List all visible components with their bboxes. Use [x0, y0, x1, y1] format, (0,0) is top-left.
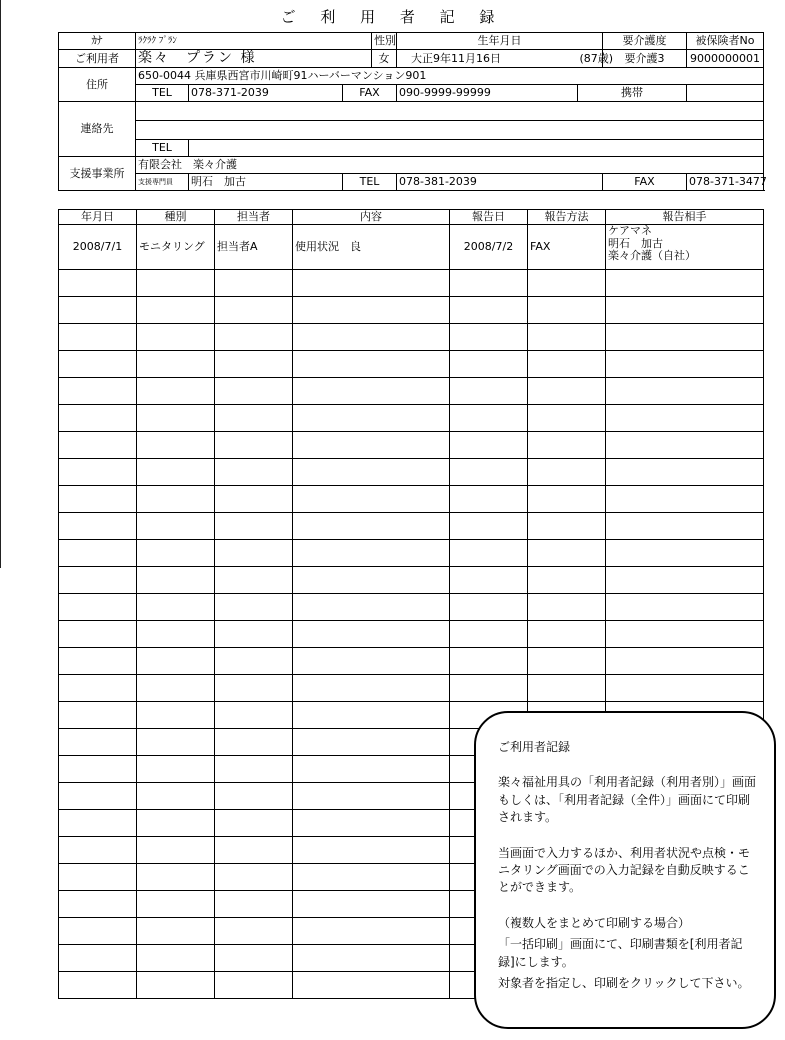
empty-cell: [137, 351, 215, 378]
user-label: ご利用者: [59, 50, 136, 68]
empty-cell: [59, 891, 137, 918]
empty-cell: [293, 459, 450, 486]
col-report-date: 報告日: [450, 210, 528, 225]
user-info-table: [58, 32, 767, 191]
table-row: [59, 540, 764, 567]
empty-cell: [293, 351, 450, 378]
empty-cell: [59, 810, 137, 837]
table-row: [59, 486, 764, 513]
contact-label: 連絡先: [59, 101, 136, 156]
empty-cell: [528, 270, 606, 297]
table-row: [59, 432, 764, 459]
empty-cell: [293, 621, 450, 648]
empty-cell: [59, 459, 137, 486]
empty-cell: [137, 864, 215, 891]
left-border-line: [0, 0, 1, 568]
contact-tel-label: TEL: [136, 139, 189, 156]
empty-cell: [59, 567, 137, 594]
tel-value: 078-371-2039: [189, 84, 343, 101]
empty-cell: [137, 729, 215, 756]
empty-cell: [215, 864, 293, 891]
empty-cell: [450, 351, 528, 378]
empty-cell: [293, 540, 450, 567]
empty-cell: [137, 837, 215, 864]
empty-cell: [450, 567, 528, 594]
empty-cell: [528, 540, 606, 567]
empty-cell: [606, 621, 764, 648]
callout-text-2: 当画面で入力するほか、利用者状況や点検・モニタリング画面での入力記録を自動反映することができます。: [498, 845, 751, 895]
empty-cell: [606, 351, 764, 378]
fax-label: FAX: [343, 84, 397, 101]
empty-cell: [59, 351, 137, 378]
table-row: [59, 594, 764, 621]
empty-cell: [215, 756, 293, 783]
empty-cell: [450, 297, 528, 324]
empty-cell: [59, 783, 137, 810]
empty-cell: [528, 486, 606, 513]
empty-cell: [293, 945, 450, 972]
empty-cell: [59, 297, 137, 324]
empty-cell: [215, 918, 293, 945]
empty-cell: [450, 621, 528, 648]
tel-label: TEL: [136, 84, 189, 101]
empty-cell: [59, 675, 137, 702]
empty-cell: [215, 891, 293, 918]
empty-cell: [293, 864, 450, 891]
empty-cell: [137, 567, 215, 594]
empty-cell: [606, 540, 764, 567]
empty-cell: [606, 270, 764, 297]
empty-cell: [59, 324, 137, 351]
fax-value: 090-9999-99999: [397, 84, 578, 101]
callout-text-3a: （複数人をまとめて印刷する場合）: [498, 915, 691, 930]
callout-heading: ご利用者記録: [498, 740, 571, 754]
empty-cell: [215, 729, 293, 756]
empty-cell: [215, 432, 293, 459]
empty-cell: [528, 459, 606, 486]
contact-row-2: [136, 120, 764, 139]
empty-cell: [528, 351, 606, 378]
empty-cell: [606, 675, 764, 702]
col-report-recipient: 報告相手: [606, 210, 764, 225]
empty-cell: [293, 567, 450, 594]
empty-cell: [528, 513, 606, 540]
birth-date: 大正9年11月16日: [397, 50, 578, 68]
page-title: ご 利 用 者 記 録: [280, 8, 505, 26]
callout-text-3b: 「一括印刷」画面にて、印刷書類を[利用者記録]にします。: [498, 937, 743, 969]
empty-cell: [528, 567, 606, 594]
empty-cell: [59, 540, 137, 567]
col-type: 種別: [137, 210, 215, 225]
empty-cell: [450, 594, 528, 621]
empty-cell: [59, 702, 137, 729]
mobile-label: 携帯: [578, 84, 687, 101]
empty-cell: [137, 405, 215, 432]
insured-no-label: 被保険者No: [687, 33, 764, 50]
empty-cell: [59, 405, 137, 432]
empty-cell: [137, 702, 215, 729]
callout-text-3c: 対象者を指定し、印刷をクリックして下さい。: [498, 975, 750, 990]
address-value: 650-0044 兵庫県西宮市川崎町91ハーバーマンション901: [136, 67, 764, 84]
empty-cell: [137, 486, 215, 513]
empty-cell: [215, 297, 293, 324]
empty-cell: [215, 972, 293, 999]
table-row: [59, 567, 764, 594]
address-label: 住所: [59, 67, 136, 101]
empty-cell: [215, 837, 293, 864]
kana-label: ｶﾅ: [59, 33, 136, 50]
empty-cell: [215, 702, 293, 729]
table-row: [59, 378, 764, 405]
empty-cell: [215, 594, 293, 621]
empty-cell: [215, 486, 293, 513]
office-name: 有限会社 楽々介護: [136, 156, 764, 173]
empty-cell: [137, 378, 215, 405]
empty-cell: [293, 891, 450, 918]
age: (87歳): [578, 50, 603, 68]
empty-cell: [450, 540, 528, 567]
empty-cell: [137, 513, 215, 540]
empty-cell: [215, 675, 293, 702]
empty-cell: [293, 972, 450, 999]
empty-cell: [137, 810, 215, 837]
record-report-method: FAX: [528, 225, 606, 270]
col-report-method: 報告方法: [528, 210, 606, 225]
empty-cell: [137, 891, 215, 918]
empty-cell: [528, 594, 606, 621]
table-row: [59, 351, 764, 378]
empty-cell: [59, 648, 137, 675]
empty-cell: [293, 432, 450, 459]
empty-cell: [59, 432, 137, 459]
table-row: [59, 675, 764, 702]
empty-cell: [137, 540, 215, 567]
empty-cell: [137, 648, 215, 675]
empty-cell: [215, 810, 293, 837]
empty-cell: [215, 648, 293, 675]
empty-cell: [215, 513, 293, 540]
empty-cell: [59, 972, 137, 999]
office-fax-label: FAX: [603, 173, 687, 190]
empty-cell: [59, 864, 137, 891]
empty-cell: [606, 567, 764, 594]
empty-cell: [215, 945, 293, 972]
contact-row-1: [136, 101, 764, 120]
empty-cell: [215, 405, 293, 432]
empty-cell: [528, 432, 606, 459]
empty-cell: [606, 297, 764, 324]
mobile-value: [687, 84, 764, 101]
empty-cell: [293, 297, 450, 324]
empty-cell: [137, 432, 215, 459]
care-level-label: 要介護度: [603, 33, 687, 50]
empty-cell: [450, 432, 528, 459]
empty-cell: [528, 621, 606, 648]
empty-cell: [450, 675, 528, 702]
record-report-recipient: ケアマネ 明石 加古 楽々介護（自社）: [606, 225, 764, 270]
user-name: 楽々 プラン 様: [136, 50, 372, 68]
table-row: [59, 324, 764, 351]
empty-cell: [59, 270, 137, 297]
table-row: [59, 621, 764, 648]
empty-cell: [215, 621, 293, 648]
empty-cell: [137, 270, 215, 297]
office-tel-label: TEL: [343, 173, 397, 190]
empty-cell: [215, 378, 293, 405]
empty-cell: [215, 459, 293, 486]
empty-cell: [528, 675, 606, 702]
record-report-date: 2008/7/2: [450, 225, 528, 270]
empty-cell: [293, 324, 450, 351]
empty-cell: [606, 324, 764, 351]
empty-cell: [293, 648, 450, 675]
contact-tel-value: [189, 139, 764, 156]
empty-cell: [450, 486, 528, 513]
table-row: [59, 648, 764, 675]
empty-cell: [450, 459, 528, 486]
specialist-name: 明石 加古: [189, 173, 343, 190]
empty-cell: [528, 378, 606, 405]
empty-cell: [606, 513, 764, 540]
empty-cell: [59, 486, 137, 513]
sex-value: 女: [372, 50, 397, 68]
table-row: [59, 459, 764, 486]
empty-cell: [137, 594, 215, 621]
empty-cell: [606, 459, 764, 486]
office-fax-value: 078-371-3477: [687, 173, 764, 190]
record-header-row: [59, 210, 764, 225]
empty-cell: [606, 378, 764, 405]
empty-cell: [293, 810, 450, 837]
empty-cell: [606, 486, 764, 513]
empty-cell: [450, 405, 528, 432]
specialist-label: 支援専門員: [136, 173, 189, 190]
empty-cell: [137, 297, 215, 324]
empty-cell: [293, 378, 450, 405]
empty-cell: [59, 918, 137, 945]
care-level-value: 要介護3: [603, 50, 687, 68]
empty-cell: [293, 702, 450, 729]
table-row: [59, 405, 764, 432]
empty-cell: [59, 756, 137, 783]
empty-cell: [215, 540, 293, 567]
record-staff: 担当者A: [215, 225, 293, 270]
empty-cell: [137, 783, 215, 810]
empty-cell: [215, 324, 293, 351]
empty-cell: [293, 513, 450, 540]
empty-cell: [59, 621, 137, 648]
empty-cell: [293, 918, 450, 945]
empty-cell: [293, 675, 450, 702]
empty-cell: [59, 513, 137, 540]
empty-cell: [450, 648, 528, 675]
empty-cell: [137, 621, 215, 648]
empty-cell: [528, 405, 606, 432]
empty-cell: [59, 945, 137, 972]
empty-cell: [606, 405, 764, 432]
empty-cell: [450, 270, 528, 297]
empty-cell: [59, 594, 137, 621]
record-type: モニタリング: [137, 225, 215, 270]
empty-cell: [606, 432, 764, 459]
empty-cell: [137, 972, 215, 999]
empty-cell: [137, 756, 215, 783]
callout-text-1: 楽々福祉用具の「利用者記録（利用者別）」画面もしくは、「利用者記録（全件）」画面にて印刷されます。: [498, 775, 757, 825]
record-content: 使用状況 良: [293, 225, 450, 270]
empty-cell: [59, 729, 137, 756]
empty-cell: [293, 594, 450, 621]
empty-cell: [528, 648, 606, 675]
empty-cell: [137, 324, 215, 351]
empty-cell: [293, 486, 450, 513]
empty-cell: [450, 378, 528, 405]
table-row: [59, 270, 764, 297]
insured-no-value: 9000000001: [687, 50, 764, 68]
birth-label: 生年月日: [397, 33, 603, 50]
empty-cell: [606, 594, 764, 621]
empty-cell: [215, 567, 293, 594]
record-date: 2008/7/1: [59, 225, 137, 270]
table-row: [59, 297, 764, 324]
table-row: [59, 225, 764, 270]
kana-value: ﾗｸﾗｸ ﾌﾟﾗﾝ: [136, 33, 372, 50]
empty-cell: [528, 324, 606, 351]
empty-cell: [59, 378, 137, 405]
empty-cell: [293, 729, 450, 756]
empty-cell: [293, 837, 450, 864]
empty-cell: [293, 783, 450, 810]
office-label: 支援事業所: [59, 156, 136, 190]
col-staff: 担当者: [215, 210, 293, 225]
info-callout: [474, 711, 776, 1029]
table-row: [59, 513, 764, 540]
empty-cell: [450, 513, 528, 540]
empty-cell: [59, 837, 137, 864]
empty-cell: [137, 459, 215, 486]
empty-cell: [293, 756, 450, 783]
empty-cell: [528, 297, 606, 324]
sex-label: 性別: [372, 33, 397, 50]
empty-cell: [450, 324, 528, 351]
empty-cell: [215, 270, 293, 297]
empty-cell: [606, 648, 764, 675]
empty-cell: [137, 945, 215, 972]
col-date: 年月日: [59, 210, 137, 225]
empty-cell: [215, 783, 293, 810]
empty-cell: [215, 351, 293, 378]
empty-cell: [293, 405, 450, 432]
empty-cell: [137, 675, 215, 702]
empty-cell: [293, 270, 450, 297]
col-content: 内容: [293, 210, 450, 225]
empty-cell: [137, 918, 215, 945]
office-tel-value: 078-381-2039: [397, 173, 603, 190]
